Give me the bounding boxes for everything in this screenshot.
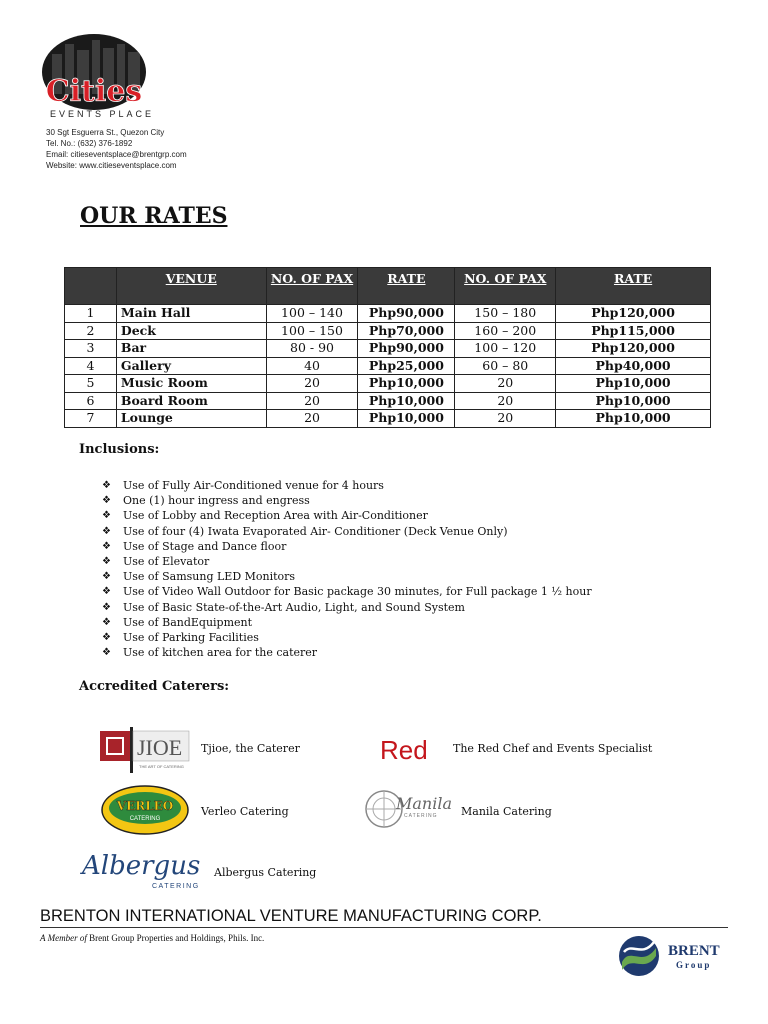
table-row: [65, 340, 711, 358]
caterer-name: Tjioe, the Caterer: [201, 742, 300, 755]
contact-block: [46, 127, 187, 171]
footer-divider: [40, 927, 728, 928]
table-row: [65, 410, 711, 428]
list-item: ❖ Use of Lobby and Reception Area with Air-Conditioner: [102, 509, 428, 523]
list-item: ❖ Use of Video Wall Outdoor for Basic package 30 minutes, for Full package 1 ½ hour: [102, 585, 592, 599]
venue-name: Gallery: [116, 357, 266, 375]
svg-text:THE ART OF CATERING: THE ART OF CATERING: [139, 764, 184, 769]
rate-value: Php25,000: [358, 357, 455, 375]
rate-value: Php10,000: [358, 392, 455, 410]
albergus-logo: [80, 846, 208, 892]
address: 30 Sgt Esguerra St., Quezon City: [46, 128, 165, 137]
svg-text:JIOE: JIOE: [137, 735, 183, 760]
svg-text:CATERING: CATERING: [129, 816, 161, 822]
diamond-bullet-icon: ❖: [102, 601, 111, 613]
pax-range: 60 – 80: [455, 357, 556, 375]
diamond-bullet-icon: ❖: [102, 571, 111, 583]
diamond-bullet-icon: ❖: [102, 632, 111, 644]
list-item: ❖ Use of BandEquipment: [102, 615, 253, 629]
rate-value: Php120,000: [556, 305, 711, 323]
venue-name: Lounge: [116, 410, 266, 428]
red-chef-logo: [378, 733, 438, 765]
brent-brand-sub: Group: [676, 960, 712, 970]
table-row: [65, 305, 711, 323]
row-index: 1: [65, 305, 117, 323]
manila-catering-logo: [362, 785, 452, 835]
col-header-index: [65, 268, 117, 305]
inclusions-list: [102, 478, 592, 660]
rate-value: Php10,000: [556, 392, 711, 410]
brent-group-logo-icon: [616, 934, 662, 978]
logo-subtitle: EVENTS PLACE: [50, 109, 155, 119]
brent-brand: BRENT: [668, 943, 720, 959]
diamond-bullet-icon: ❖: [102, 586, 111, 598]
caterer-name: The Red Chef and Events Specialist: [453, 742, 653, 755]
rate-value: Php115,000: [556, 322, 711, 340]
rate-value: Php120,000: [556, 340, 711, 358]
venue-name: Deck: [116, 322, 266, 340]
col-header-pax-full: NO. OF PAX: [455, 268, 556, 305]
list-item: ❖ Use of Basic State-of-the-Art Audio, Light, and Sound System: [102, 600, 465, 614]
pax-range: 80 - 90: [266, 340, 358, 358]
venue-name: Board Room: [116, 392, 266, 410]
pax-range: 40: [266, 357, 358, 375]
venue-name: Bar: [116, 340, 266, 358]
svg-text:Manila: Manila: [396, 794, 452, 813]
footer-member-note: A Member of Brent Group Properties and Holdings, Phils. Inc.: [40, 933, 265, 943]
svg-text:Albergus: Albergus: [82, 851, 201, 881]
table-row: [65, 392, 711, 410]
rate-value: Php40,000: [556, 357, 711, 375]
rate-value: Php70,000: [358, 322, 455, 340]
page-title: OUR RATES: [80, 203, 228, 229]
list-item: ❖ Use of Fully Air-Conditioned venue for 4 hours: [102, 479, 384, 492]
rate-value: Php90,000: [358, 340, 455, 358]
pax-range: 150 – 180: [455, 305, 556, 323]
diamond-bullet-icon: ❖: [102, 647, 111, 659]
list-item: ❖ Use of Samsung LED Monitors: [102, 570, 296, 584]
diamond-bullet-icon: ❖: [102, 616, 111, 628]
list-item: ❖ Use of Stage and Dance floor: [102, 539, 287, 553]
svg-text:CATERING: CATERING: [404, 813, 438, 819]
rate-value: Php10,000: [358, 375, 455, 393]
list-item: ❖ One (1) hour ingress and engress: [102, 494, 310, 508]
diamond-bullet-icon: ❖: [102, 556, 111, 568]
pax-range: 20: [266, 410, 358, 428]
logo-wordmark: Cities: [45, 74, 143, 109]
rate-value: Php90,000: [358, 305, 455, 323]
caterer-name: Albergus Catering: [214, 866, 317, 879]
verleo-logo: [100, 784, 190, 836]
rate-value: Php10,000: [358, 410, 455, 428]
svg-text:VERLEO: VERLEO: [116, 799, 174, 813]
caterer-name: Verleo Catering: [201, 805, 289, 818]
pax-range: 20: [455, 410, 556, 428]
diamond-bullet-icon: ❖: [102, 510, 111, 522]
pax-range: 20: [266, 375, 358, 393]
pax-range: 20: [455, 392, 556, 410]
diamond-bullet-icon: ❖: [102, 525, 111, 537]
row-index: 4: [65, 357, 117, 375]
diamond-bullet-icon: ❖: [102, 480, 111, 491]
telephone: Tel. No.: (632) 376-1892: [46, 139, 133, 148]
email: Email: citieseventsplace@brentgrp.com: [46, 150, 187, 159]
list-item: ❖ Use of Elevator: [102, 555, 210, 569]
pax-range: 20: [455, 375, 556, 393]
diamond-bullet-icon: ❖: [102, 540, 111, 552]
table-row: [65, 357, 711, 375]
row-index: 5: [65, 375, 117, 393]
row-index: 6: [65, 392, 117, 410]
venue-name: Music Room: [116, 375, 266, 393]
row-index: 7: [65, 410, 117, 428]
pax-range: 100 – 140: [266, 305, 358, 323]
col-header-venue: VENUE: [116, 268, 266, 305]
rate-value: Php10,000: [556, 375, 711, 393]
list-item: ❖ Use of Parking Facilities: [102, 631, 259, 645]
inclusions-title: Inclusions:: [79, 442, 160, 457]
table-header-row: [65, 268, 711, 305]
venue-name: Main Hall: [116, 305, 266, 323]
pax-range: 100 – 120: [455, 340, 556, 358]
caterer-name: Manila Catering: [461, 805, 552, 818]
table-row: [65, 322, 711, 340]
col-header-rate-basic: RATE: [358, 268, 455, 305]
pax-range: 20: [266, 392, 358, 410]
col-header-rate-full: RATE: [556, 268, 711, 305]
row-index: 3: [65, 340, 117, 358]
footer-corporation: BRENTON INTERNATIONAL VENTURE MANUFACTURING CORP.: [40, 907, 542, 925]
list-item: ❖ Use of four (4) Iwata Evaporated Air- Conditioner (Deck Venue Only): [102, 524, 508, 538]
col-header-pax-basic: NO. OF PAX: [266, 268, 358, 305]
svg-text:Red: Red: [380, 735, 428, 765]
list-item: ❖ Use of kitchen area for the caterer: [102, 646, 318, 660]
pax-range: 160 – 200: [455, 322, 556, 340]
tjioe-logo: [99, 727, 191, 773]
rate-value: Php10,000: [556, 410, 711, 428]
caterers-title: Accredited Caterers:: [79, 679, 230, 694]
pax-range: 100 – 150: [266, 322, 358, 340]
diamond-bullet-icon: ❖: [102, 495, 111, 507]
website: Website: www.citieseventsplace.com: [46, 161, 177, 170]
rates-table: [64, 267, 711, 428]
row-index: 2: [65, 322, 117, 340]
svg-text:CATERING: CATERING: [152, 883, 200, 890]
table-row: [65, 375, 711, 393]
